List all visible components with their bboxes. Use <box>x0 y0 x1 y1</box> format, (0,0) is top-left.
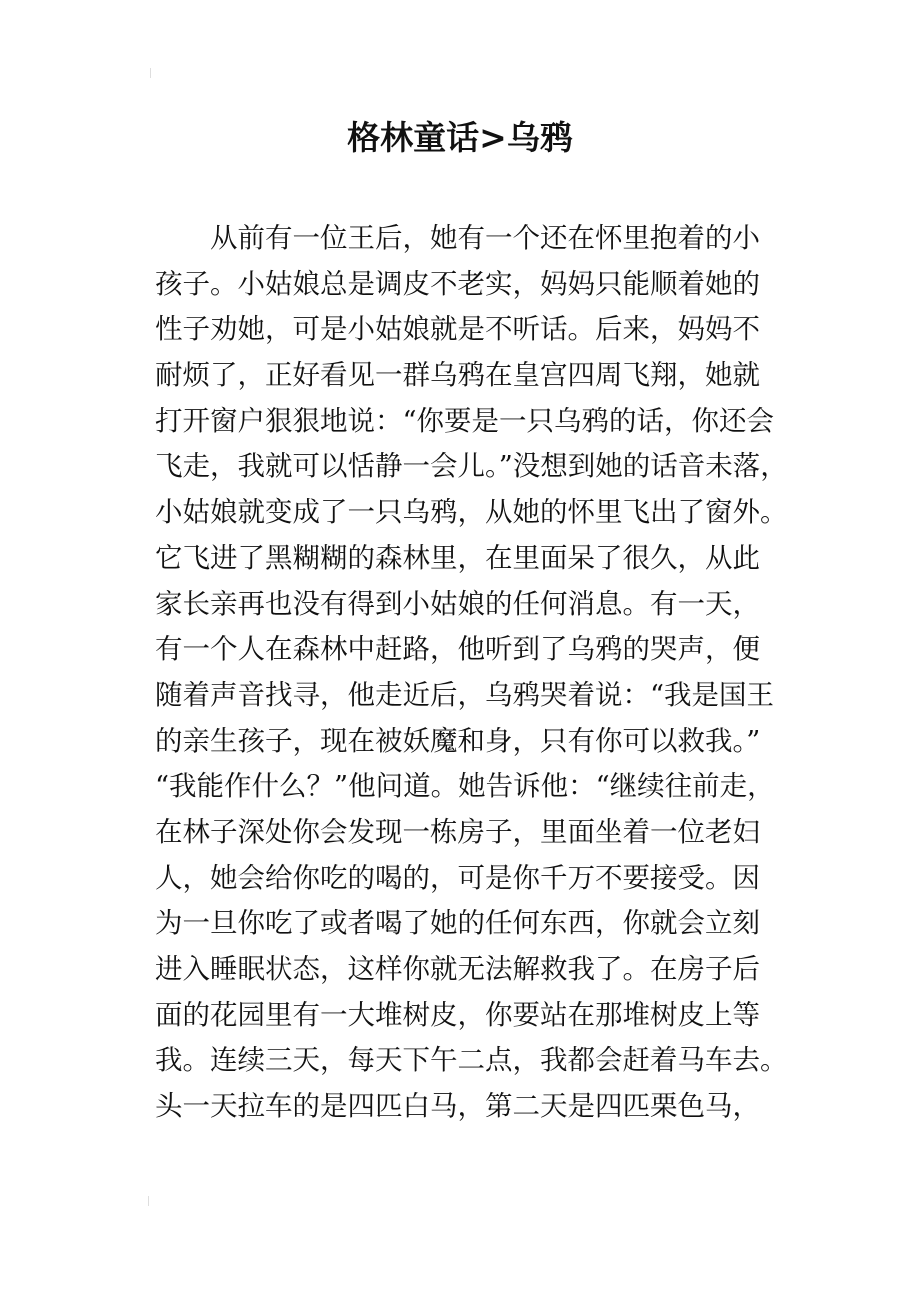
text-line: 的亲生孩子，现在被妖魔和身，只有你可以救我。” <box>155 724 761 757</box>
text-line: 为一旦你吃了或者喝了她的任何东西，你就会立刻 <box>155 907 760 940</box>
text-line: 小姑娘就变成了一只乌鸦，从她的怀里飞出了窗外。 <box>155 496 788 529</box>
text-line: 进入睡眠状态，这样你就无法解救我了。在房子后 <box>155 953 760 985</box>
text-line: 有一个人在森林中赶路，他听到了乌鸦的哭声，便 <box>155 633 760 666</box>
text-line: 面的花园里有一大堆树皮，你要站在那堆树皮上等 <box>155 998 760 1031</box>
text-line: 在林子深处你会发现一栋房子，里面坐着一位老妇 <box>155 815 760 848</box>
text-line: 随着声音找寻，他走近后，乌鸦哭着说：“我是国王 <box>155 678 775 711</box>
corner-mark-top <box>150 68 157 78</box>
text-line: 它飞进了黑糊糊的森林里，在里面呆了很久，从此 <box>155 541 760 574</box>
text-line: 打开窗户狠狠地说：“你要是一只乌鸦的话，你还会 <box>155 404 775 437</box>
text-line: “我能作什么？”他问道。她告诉他：“继续往前走， <box>155 770 775 803</box>
text-line: 我。连续三天，每天下午二点，我都会赶着马车去。 <box>155 1044 788 1077</box>
story-body <box>155 216 788 1130</box>
text-line: 耐烦了，正好看见一群乌鸦在皇宫四周飞翔，她就 <box>155 359 760 392</box>
corner-mark-bottom <box>148 1196 155 1206</box>
text-line: 孩子。小姑娘总是调皮不老实，妈妈只能顺着她的 <box>155 267 760 300</box>
page-title: 格林童话>乌鸦 <box>347 118 573 157</box>
text-line: 家长亲再也没有得到小姑娘的任何消息。有一天， <box>155 587 760 620</box>
text-line: 从前有一位王后，她有一个还在怀里抱着的小 <box>210 222 760 254</box>
text-line: 人，她会给你吃的喝的，可是你千万不要接受。因 <box>155 861 760 894</box>
text-line: 头一天拉车的是四匹白马，第二天是四匹栗色马， <box>155 1090 760 1123</box>
text-line: 性子劝她，可是小姑娘就是不听话。后来，妈妈不 <box>155 313 760 346</box>
text-line: 飞走，我就可以恬静一会儿。”没想到她的话音未落， <box>155 450 788 483</box>
